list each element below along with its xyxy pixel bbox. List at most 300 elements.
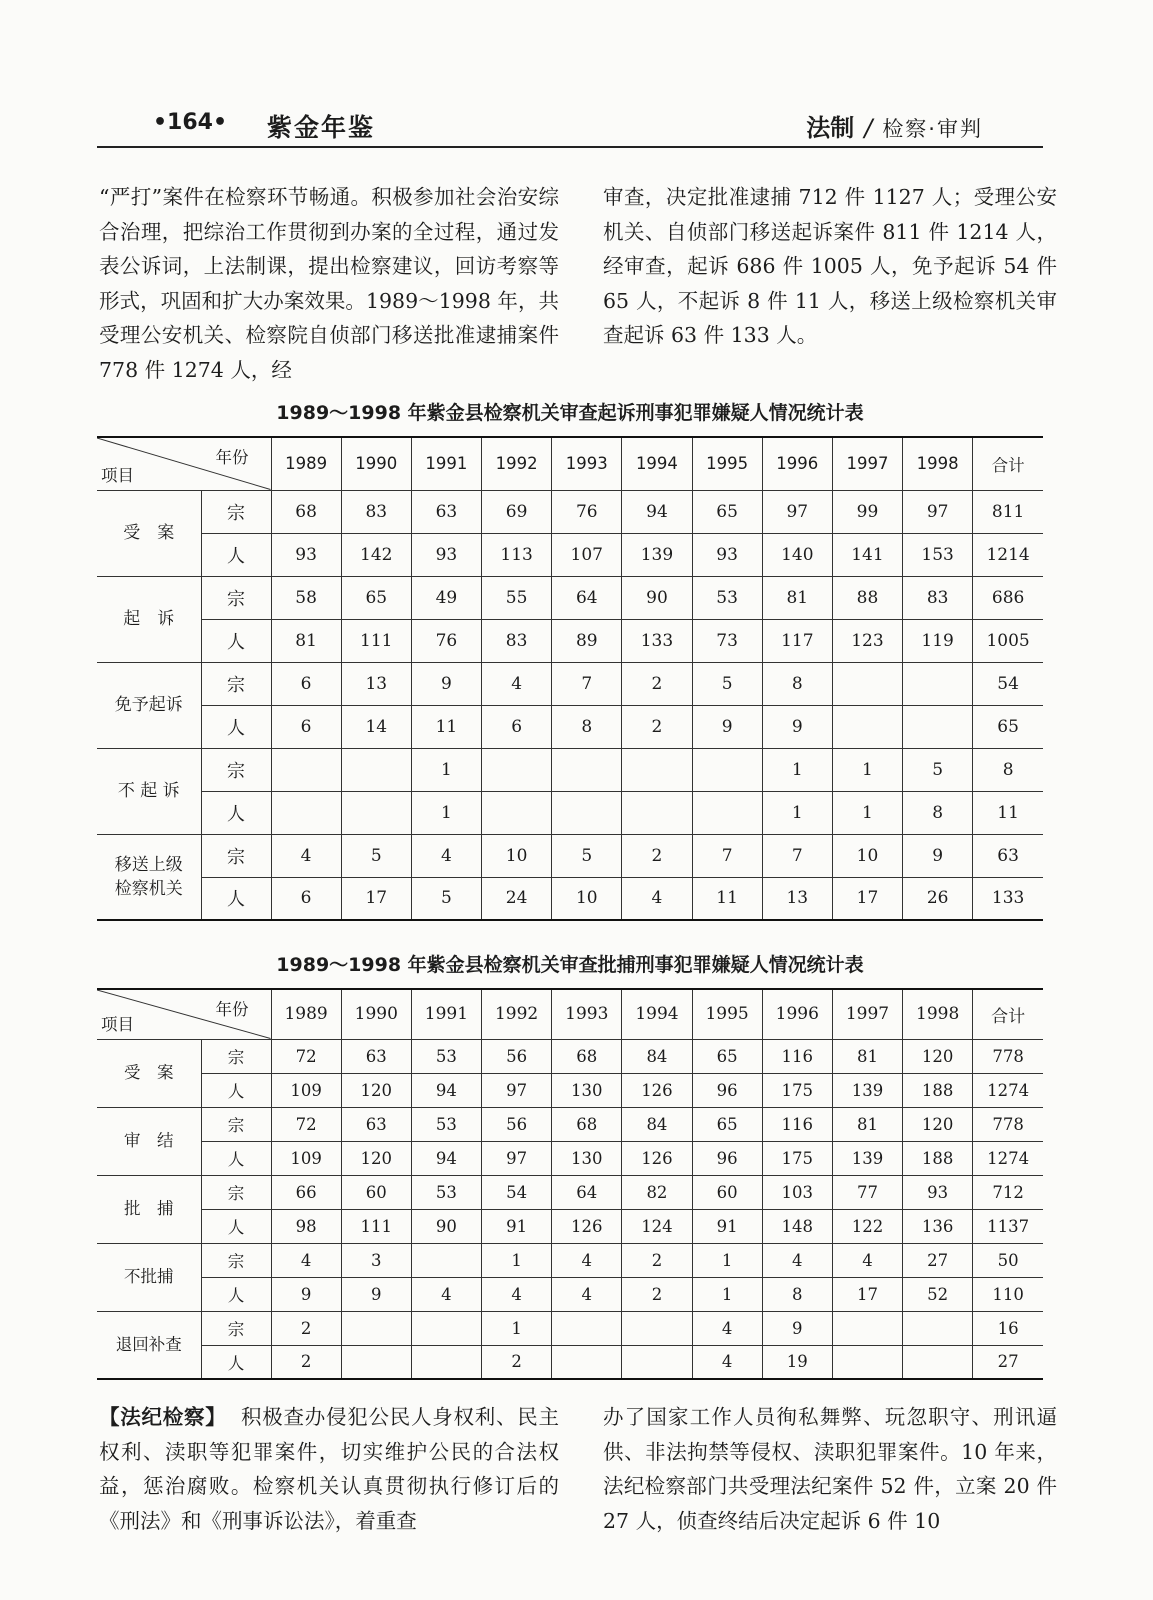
value-cell: 4 [552,1243,622,1277]
column-header: 1998 [903,437,973,490]
table-row [97,1073,1043,1107]
value-cell: 2 [622,1277,692,1311]
row-group-text: 移送上级 检察机关 [114,854,183,899]
unit-cell: 宗 [201,662,271,705]
value-cell [903,705,973,748]
value-cell: 13 [762,877,832,920]
value-cell: 175 [762,1073,832,1107]
value-cell: 97 [762,490,832,533]
value-cell: 63 [341,1107,411,1141]
corner-year-label: 年份 [215,448,249,467]
row-group-label [97,662,201,748]
value-cell: 122 [832,1209,902,1243]
value-cell: 56 [482,1107,552,1141]
value-cell: 139 [832,1141,902,1175]
value-cell: 26 [903,877,973,920]
value-cell [903,1345,973,1379]
value-cell: 6 [271,662,341,705]
row-group-text: 受 案 [123,523,175,543]
value-cell: 76 [411,619,481,662]
value-cell: 2 [622,834,692,877]
intro-right-column [603,180,1057,353]
column-header: 1991 [411,437,481,490]
value-cell: 53 [411,1039,481,1073]
value-cell: 66 [271,1175,341,1209]
arrest-review-table [97,988,1043,1380]
value-cell: 50 [973,1243,1043,1277]
value-cell: 11 [411,705,481,748]
value-cell: 9 [762,1311,832,1345]
value-cell: 97 [482,1073,552,1107]
value-cell: 1 [762,748,832,791]
table-row [97,1175,1043,1209]
value-cell: 5 [552,834,622,877]
value-cell: 4 [692,1311,762,1345]
value-cell: 139 [622,533,692,576]
value-cell: 10 [552,877,622,920]
value-cell: 56 [482,1039,552,1073]
value-cell: 10 [832,834,902,877]
page-number: •164• [153,110,228,135]
value-cell: 96 [692,1141,762,1175]
column-header: 1993 [552,437,622,490]
value-cell: 9 [762,705,832,748]
value-cell [411,1345,481,1379]
value-cell [903,1311,973,1345]
value-cell: 65 [973,705,1043,748]
value-cell: 130 [552,1073,622,1107]
table-row [97,1209,1043,1243]
unit-cell: 宗 [201,748,271,791]
value-cell: 68 [271,490,341,533]
row-group-label [97,490,201,576]
value-cell: 136 [903,1209,973,1243]
value-cell: 5 [692,662,762,705]
value-cell: 1274 [973,1141,1043,1175]
value-cell: 63 [973,834,1043,877]
table-row [97,748,1043,791]
value-cell: 65 [692,490,762,533]
value-cell: 1005 [973,619,1043,662]
value-cell: 49 [411,576,481,619]
value-cell [622,748,692,791]
value-cell: 81 [762,576,832,619]
value-cell: 11 [973,791,1043,834]
value-cell: 124 [622,1209,692,1243]
value-cell: 5 [341,834,411,877]
column-header: 1989 [271,989,341,1039]
row-group-label [97,1243,201,1311]
value-cell: 1 [832,748,902,791]
value-cell: 81 [271,619,341,662]
value-cell: 9 [903,834,973,877]
value-cell: 6 [271,705,341,748]
value-cell [482,748,552,791]
value-cell: 133 [622,619,692,662]
value-cell: 69 [482,490,552,533]
closing-right-text: 办了国家工作人员徇私舞弊、玩忽职守、刑讯逼供、非法拘禁等侵权、渎职犯罪案件。10 年来，法纪检察部门共受理法纪案件 52 件，立案 20 件 27 人，侦查终结后决定起诉 6 件 10 [603,1405,1057,1533]
unit-cell: 宗 [201,1243,271,1277]
value-cell: 83 [482,619,552,662]
value-cell [552,748,622,791]
table-row [97,533,1043,576]
table1-title: 1989～1998 年紫金县检察机关审查起诉刑事犯罪嫌疑人情况统计表 [276,402,864,424]
value-cell: 8 [762,1277,832,1311]
row-group-text: 审 结 [124,1131,174,1150]
value-cell: 8 [552,705,622,748]
unit-cell: 人 [201,1141,271,1175]
value-cell: 120 [341,1141,411,1175]
value-cell: 14 [341,705,411,748]
column-header: 1992 [482,989,552,1039]
value-cell: 5 [411,877,481,920]
value-cell: 24 [482,877,552,920]
value-cell [692,791,762,834]
value-cell: 778 [973,1107,1043,1141]
value-cell: 94 [411,1141,481,1175]
value-cell: 4 [762,1243,832,1277]
value-cell: 98 [271,1209,341,1243]
value-cell: 2 [622,1243,692,1277]
value-cell: 83 [341,490,411,533]
section-title: 法制 [806,114,855,142]
unit-cell: 人 [201,877,271,920]
unit-cell: 人 [201,1345,271,1379]
row-group-text: 不 起 诉 [117,781,180,801]
column-header: 1990 [341,989,411,1039]
corner-year-label: 年份 [215,1000,249,1019]
row-group-label [97,1175,201,1243]
unit-cell: 人 [201,1073,271,1107]
book-title: 紫金年鉴 [267,113,376,142]
value-cell: 8 [762,662,832,705]
value-cell: 99 [832,490,902,533]
value-cell: 9 [692,705,762,748]
value-cell: 4 [482,1277,552,1311]
table-row [97,576,1043,619]
column-header: 1997 [832,437,902,490]
unit-cell: 人 [201,533,271,576]
value-cell: 117 [762,619,832,662]
value-cell [482,791,552,834]
unit-cell: 人 [201,705,271,748]
unit-cell: 宗 [201,576,271,619]
value-cell: 7 [552,662,622,705]
value-cell [271,748,341,791]
value-cell: 1 [411,791,481,834]
value-cell: 4 [622,877,692,920]
value-cell: 2 [622,662,692,705]
value-cell: 6 [482,705,552,748]
value-cell: 9 [271,1277,341,1311]
value-cell: 72 [271,1107,341,1141]
value-cell: 153 [903,533,973,576]
value-cell: 5 [903,748,973,791]
value-cell: 1137 [973,1209,1043,1243]
value-cell: 4 [482,662,552,705]
value-cell: 2 [482,1345,552,1379]
row-group-text: 批 捕 [124,1199,174,1218]
value-cell: 126 [622,1073,692,1107]
value-cell: 7 [692,834,762,877]
value-cell: 88 [832,576,902,619]
value-cell: 55 [482,576,552,619]
value-cell: 53 [692,576,762,619]
intro-left-text: “严打”案件在检察环节畅通。积极参加社会治安综合治理，把综治工作贯彻到办案的全过程，通过发表公诉词，上法制课，提出检察建议，回访考察等形式，巩固和扩大办案效果。1989～1998 年，共受理公安机关、检察院自侦部门移送批准逮捕案件 778 件 1274 人，经 [99,185,559,382]
value-cell: 96 [692,1073,762,1107]
value-cell: 93 [411,533,481,576]
row-group-text: 退回补查 [115,1334,182,1354]
value-cell: 175 [762,1141,832,1175]
unit-cell: 人 [201,619,271,662]
row-group-label [97,1107,201,1175]
value-cell: 142 [341,533,411,576]
corner-item-label: 项目 [101,1014,134,1034]
unit-cell: 人 [201,1209,271,1243]
value-cell: 116 [762,1039,832,1073]
value-cell: 89 [552,619,622,662]
row-group-text: 起 诉 [123,609,175,629]
column-header: 1996 [762,437,832,490]
table-row [97,834,1043,877]
value-cell: 9 [341,1277,411,1311]
value-cell [411,1243,481,1277]
value-cell: 120 [341,1073,411,1107]
table-row [97,1311,1043,1345]
value-cell: 4 [692,1345,762,1379]
value-cell: 72 [271,1039,341,1073]
value-cell: 84 [622,1107,692,1141]
value-cell: 686 [973,576,1043,619]
closing-right-column [603,1400,1057,1538]
value-cell [341,1311,411,1345]
value-cell: 63 [341,1039,411,1073]
header-row [97,989,1043,1039]
value-cell [622,791,692,834]
value-cell [341,1345,411,1379]
value-cell: 94 [622,490,692,533]
value-cell: 811 [973,490,1043,533]
value-cell: 91 [692,1209,762,1243]
value-cell: 90 [622,576,692,619]
value-cell: 103 [762,1175,832,1209]
row-group-text: 受 案 [124,1063,174,1082]
value-cell: 130 [552,1141,622,1175]
value-cell [552,791,622,834]
table-row [97,1039,1043,1073]
unit-cell: 宗 [201,1107,271,1141]
value-cell: 90 [411,1209,481,1243]
value-cell: 140 [762,533,832,576]
unit-cell: 人 [201,1277,271,1311]
table-row [97,662,1043,705]
section-separator: / [864,114,873,142]
unit-cell: 宗 [201,1311,271,1345]
table-row [97,791,1043,834]
value-cell: 82 [622,1175,692,1209]
value-cell: 139 [832,1073,902,1107]
value-cell: 188 [903,1073,973,1107]
row-group-text: 免予起诉 [114,695,183,715]
value-cell: 17 [832,877,902,920]
column-header: 1994 [622,437,692,490]
value-cell: 65 [692,1039,762,1073]
column-header: 1991 [411,989,481,1039]
value-cell: 4 [271,834,341,877]
row-group-label [97,834,201,920]
table-row [97,490,1043,533]
value-cell: 188 [903,1141,973,1175]
value-cell: 94 [411,1073,481,1107]
value-cell: 2 [271,1345,341,1379]
value-cell: 6 [271,877,341,920]
corner-item-label: 项目 [101,465,134,485]
value-cell: 63 [411,490,481,533]
value-cell: 107 [552,533,622,576]
section-heading-faji: 【法纪检察】 [99,1405,227,1429]
value-cell: 1 [692,1243,762,1277]
table-row [97,705,1043,748]
value-cell: 93 [903,1175,973,1209]
value-cell: 17 [341,877,411,920]
column-header: 1998 [903,989,973,1039]
prosecution-review-table [97,436,1043,921]
value-cell: 2 [271,1311,341,1345]
intro-right-text: 审查，决定批准逮捕 712 件 1127 人；受理公安机关、自侦部门移送起诉案件 811 件 1214 人，经审查，起诉 686 件 1005 人，免予起诉 54 件 65 人，不起诉 8 件 11 人，移送上级检察机关审查起诉 63 件 133 人。 [603,185,1057,347]
value-cell: 83 [903,576,973,619]
value-cell: 712 [973,1175,1043,1209]
value-cell: 7 [762,834,832,877]
value-cell: 141 [832,533,902,576]
value-cell: 116 [762,1107,832,1141]
value-cell: 81 [832,1039,902,1073]
value-cell: 27 [903,1243,973,1277]
value-cell: 9 [411,662,481,705]
value-cell: 109 [271,1073,341,1107]
value-cell: 91 [482,1209,552,1243]
row-group-label [97,748,201,834]
value-cell: 1274 [973,1073,1043,1107]
value-cell [411,1311,481,1345]
value-cell: 123 [832,619,902,662]
subsection-title: 检察·审判 [882,117,983,141]
value-cell: 126 [552,1209,622,1243]
value-cell [271,791,341,834]
value-cell [832,1345,902,1379]
value-cell: 16 [973,1311,1043,1345]
value-cell: 97 [482,1141,552,1175]
value-cell: 1 [482,1311,552,1345]
column-header: 1990 [341,437,411,490]
value-cell [341,748,411,791]
table-row [97,1107,1043,1141]
header-row [97,437,1043,490]
value-cell: 778 [973,1039,1043,1073]
page-header [97,106,1043,148]
value-cell: 8 [973,748,1043,791]
column-header: 1992 [482,437,552,490]
unit-cell: 宗 [201,1039,271,1073]
column-header: 合计 [973,989,1043,1039]
value-cell: 11 [692,877,762,920]
value-cell [552,1345,622,1379]
value-cell: 4 [271,1243,341,1277]
section-heading [806,108,983,143]
value-cell: 68 [552,1107,622,1141]
column-header: 1989 [271,437,341,490]
column-header: 1994 [622,989,692,1039]
column-header: 1997 [832,989,902,1039]
table-row [97,1243,1043,1277]
unit-cell: 宗 [201,1175,271,1209]
value-cell: 133 [973,877,1043,920]
value-cell: 93 [692,533,762,576]
value-cell: 53 [411,1175,481,1209]
value-cell [832,1311,902,1345]
corner-header-cell [97,437,271,490]
value-cell: 10 [482,834,552,877]
unit-cell: 人 [201,791,271,834]
table-row [97,619,1043,662]
corner-header-cell [97,989,271,1039]
value-cell: 4 [552,1277,622,1311]
unit-cell: 宗 [201,834,271,877]
value-cell: 4 [832,1243,902,1277]
value-cell: 73 [692,619,762,662]
value-cell: 13 [341,662,411,705]
value-cell: 1214 [973,533,1043,576]
closing-left-text: 积极查办侵犯公民人身权利、民主权利、渎职等犯罪案件，切实维护公民的合法权益，惩治腐败。检察机关认真贯彻执行修订后的《刑法》和《刑事诉讼法》，着重查 [99,1405,560,1533]
column-header: 合计 [973,437,1043,490]
value-cell: 54 [482,1175,552,1209]
value-cell: 4 [411,1277,481,1311]
value-cell: 111 [341,1209,411,1243]
value-cell: 77 [832,1175,902,1209]
value-cell: 93 [271,533,341,576]
value-cell: 17 [832,1277,902,1311]
value-cell: 1 [692,1277,762,1311]
value-cell [692,748,762,791]
value-cell: 120 [903,1039,973,1073]
row-group-label [97,1039,201,1107]
value-cell: 1 [832,791,902,834]
value-cell: 60 [692,1175,762,1209]
value-cell: 109 [271,1141,341,1175]
value-cell: 19 [762,1345,832,1379]
value-cell: 65 [341,576,411,619]
value-cell: 110 [973,1277,1043,1311]
table-row [97,1345,1043,1379]
value-cell: 58 [271,576,341,619]
table-row [97,877,1043,920]
value-cell: 76 [552,490,622,533]
column-header: 1993 [552,989,622,1039]
table2-title: 1989～1998 年紫金县检察机关审查批捕刑事犯罪嫌疑人情况统计表 [276,954,864,976]
value-cell: 27 [973,1345,1043,1379]
value-cell: 2 [622,705,692,748]
value-cell: 119 [903,619,973,662]
value-cell: 64 [552,1175,622,1209]
row-group-label [97,1311,201,1379]
value-cell: 113 [482,533,552,576]
value-cell [552,1311,622,1345]
value-cell: 53 [411,1107,481,1141]
value-cell: 1 [482,1243,552,1277]
value-cell: 60 [341,1175,411,1209]
value-cell: 148 [762,1209,832,1243]
value-cell [903,662,973,705]
unit-cell: 宗 [201,490,271,533]
